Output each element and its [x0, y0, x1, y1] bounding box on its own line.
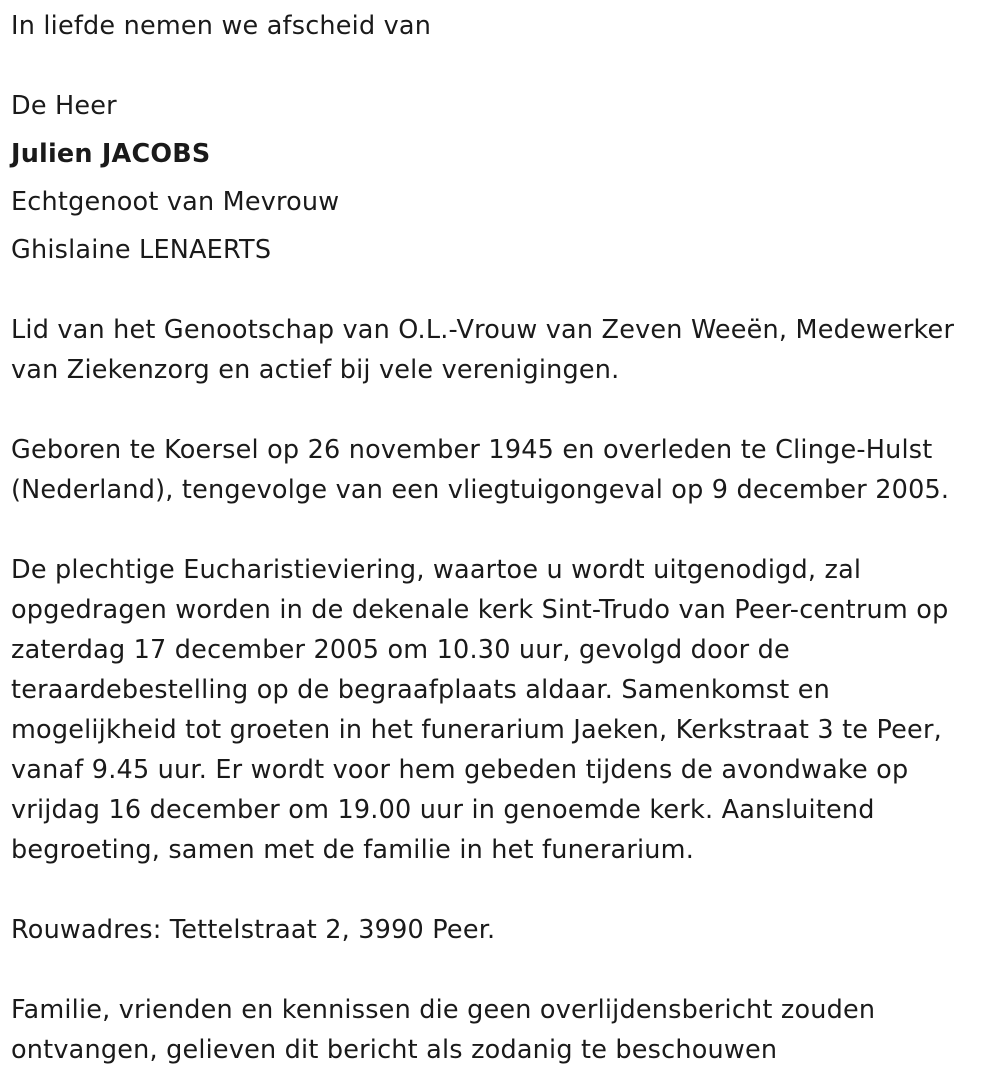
paragraph-line: mogelijkheid tot groeten in het funerarium Jaeken, Kerkstraat 3 te Peer,	[11, 715, 942, 745]
address-line: Rouwadres: Tettelstraat 2, 3990 Peer.	[11, 915, 496, 945]
mourning-address	[11, 910, 996, 950]
birth-death-paragraph	[11, 430, 996, 510]
closing-paragraph	[11, 990, 996, 1070]
paragraph-line: Familie, vrienden en kennissen die geen overlijdensbericht zouden	[11, 995, 876, 1025]
paragraph-line: De plechtige Eucharistieviering, waartoe u wordt uitgenodigd, zal	[11, 555, 862, 585]
honorific-title: De Heer	[11, 91, 117, 121]
paragraph-line: (Nederland), tengevolge van een vliegtuigongeval op 9 december 2005.	[11, 475, 950, 505]
intro-text: In liefde nemen we afscheid van	[11, 11, 432, 41]
paragraph-line: vanaf 9.45 uur. Er wordt voor hem gebeden tijdens de avondwake op	[11, 755, 909, 785]
paragraph-line: vrijdag 16 december om 19.00 uur in genoemde kerk. Aansluitend	[11, 795, 875, 825]
paragraph-line: Geboren te Koersel op 26 november 1945 en overleden te Clinge-Hulst	[11, 435, 933, 465]
paragraph-line: van Ziekenzorg en actief bij vele verenigingen.	[11, 355, 620, 385]
spouse-label: Echtgenoot van Mevrouw	[11, 187, 340, 217]
ceremony-paragraph	[11, 550, 996, 870]
membership-paragraph	[11, 310, 996, 390]
deceased-name: Julien JACOBS	[11, 139, 211, 169]
paragraph-line: zaterdag 17 december 2005 om 10.30 uur, gevolgd door de	[11, 635, 790, 665]
paragraph-line: teraardebestelling op de begraafplaats aldaar. Samenkomst en	[11, 675, 830, 705]
paragraph-line: ontvangen, gelieven dit bericht als zodanig te beschouwen	[11, 1035, 778, 1065]
paragraph-line: begroeting, samen met de familie in het funerarium.	[11, 835, 695, 865]
paragraph-line: opgedragen worden in de dekenale kerk Sint-Trudo van Peer-centrum op	[11, 595, 949, 625]
paragraph-line: Lid van het Genootschap van O.L.-Vrouw van Zeven Weeën, Medewerker	[11, 315, 955, 345]
spouse-name: Ghislaine LENAERTS	[11, 235, 272, 265]
